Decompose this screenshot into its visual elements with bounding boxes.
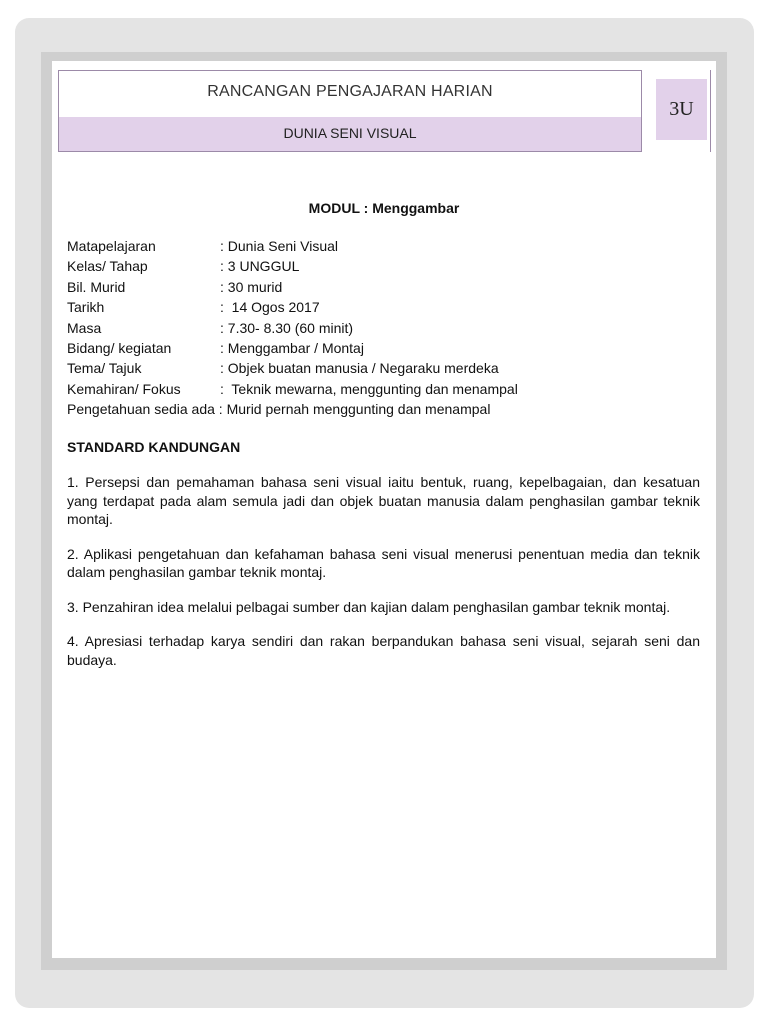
info-row <box>67 338 707 358</box>
info-row <box>67 277 707 297</box>
header-subtitle: DUNIA SENI VISUAL <box>59 117 641 151</box>
info-row <box>67 297 707 317</box>
badge-divider <box>710 70 711 152</box>
standard-item: 2. Aplikasi pengetahuan dan kefahaman bahasa seni visual menerusi penentuan media dan teknik dalam penghasilan gambar teknik montaj. <box>67 545 700 580</box>
standard-item: 1. Persepsi dan pemahaman bahasa seni visual iaitu bentuk, ruang, kepelbagaian, dan kesatuan yang terdapat pada alam semula jadi dan objek buatan manusia dalam penghasilan gambar teknik montaj. <box>67 474 700 527</box>
header-title: RANCANGAN PENGAJARAN HARIAN <box>207 83 493 100</box>
module-value: Menggambar <box>372 200 460 216</box>
info-label: Matapelajaran <box>67 238 156 254</box>
info-label: Kemahiran/ Fokus <box>67 380 181 397</box>
info-label: Masa <box>67 319 102 336</box>
info-label: Tema/ Tajuk <box>67 360 142 377</box>
module-separator: : <box>359 200 373 216</box>
module-label: MODUL <box>308 200 360 216</box>
info-value: : Dunia Seni Visual <box>220 238 339 254</box>
header-box <box>58 70 642 152</box>
info-table <box>67 236 707 420</box>
info-value: : Murid pernah menggunting dan menampal <box>214 401 491 418</box>
info-value: : 30 murid <box>220 278 283 295</box>
info-row <box>67 318 707 338</box>
info-value: : Objek buatan manusia / Negaraku merdeka <box>220 360 499 377</box>
info-row <box>67 379 707 399</box>
module-title <box>52 200 716 216</box>
info-row <box>67 399 707 419</box>
info-label: Kelas/ Tahap <box>67 258 148 275</box>
info-row <box>67 256 707 276</box>
info-value: : 7.30- 8.30 (60 minit) <box>220 319 354 336</box>
standard-item: 3. Penzahiran idea melalui pelbagai sumber dan kajian dalam penghasilan gambar teknik montaj. <box>67 598 671 615</box>
info-row <box>67 358 707 378</box>
info-value: : 3 UNGGUL <box>220 258 300 275</box>
info-label: Tarikh <box>67 299 105 316</box>
class-code-badge: 3U <box>656 79 707 140</box>
standard-kandungan-heading: STANDARD KANDUNGAN <box>67 439 241 455</box>
info-value: : Menggambar / Montaj <box>220 340 364 357</box>
info-label: Bidang/ kegiatan <box>67 340 172 357</box>
standard-kandungan-list <box>67 473 700 685</box>
info-row <box>67 236 707 256</box>
info-label: Bil. Murid <box>67 278 126 295</box>
standard-item: 4. Apresiasi terhadap karya sendiri dan rakan berpandukan bahasa seni visual, sejarah seni dan budaya. <box>67 633 700 668</box>
info-label: Pengetahuan sedia ada <box>67 401 215 418</box>
info-value: : Teknik mewarna, menggunting dan menampal <box>220 380 518 397</box>
info-value: : 14 Ogos 2017 <box>220 299 320 316</box>
